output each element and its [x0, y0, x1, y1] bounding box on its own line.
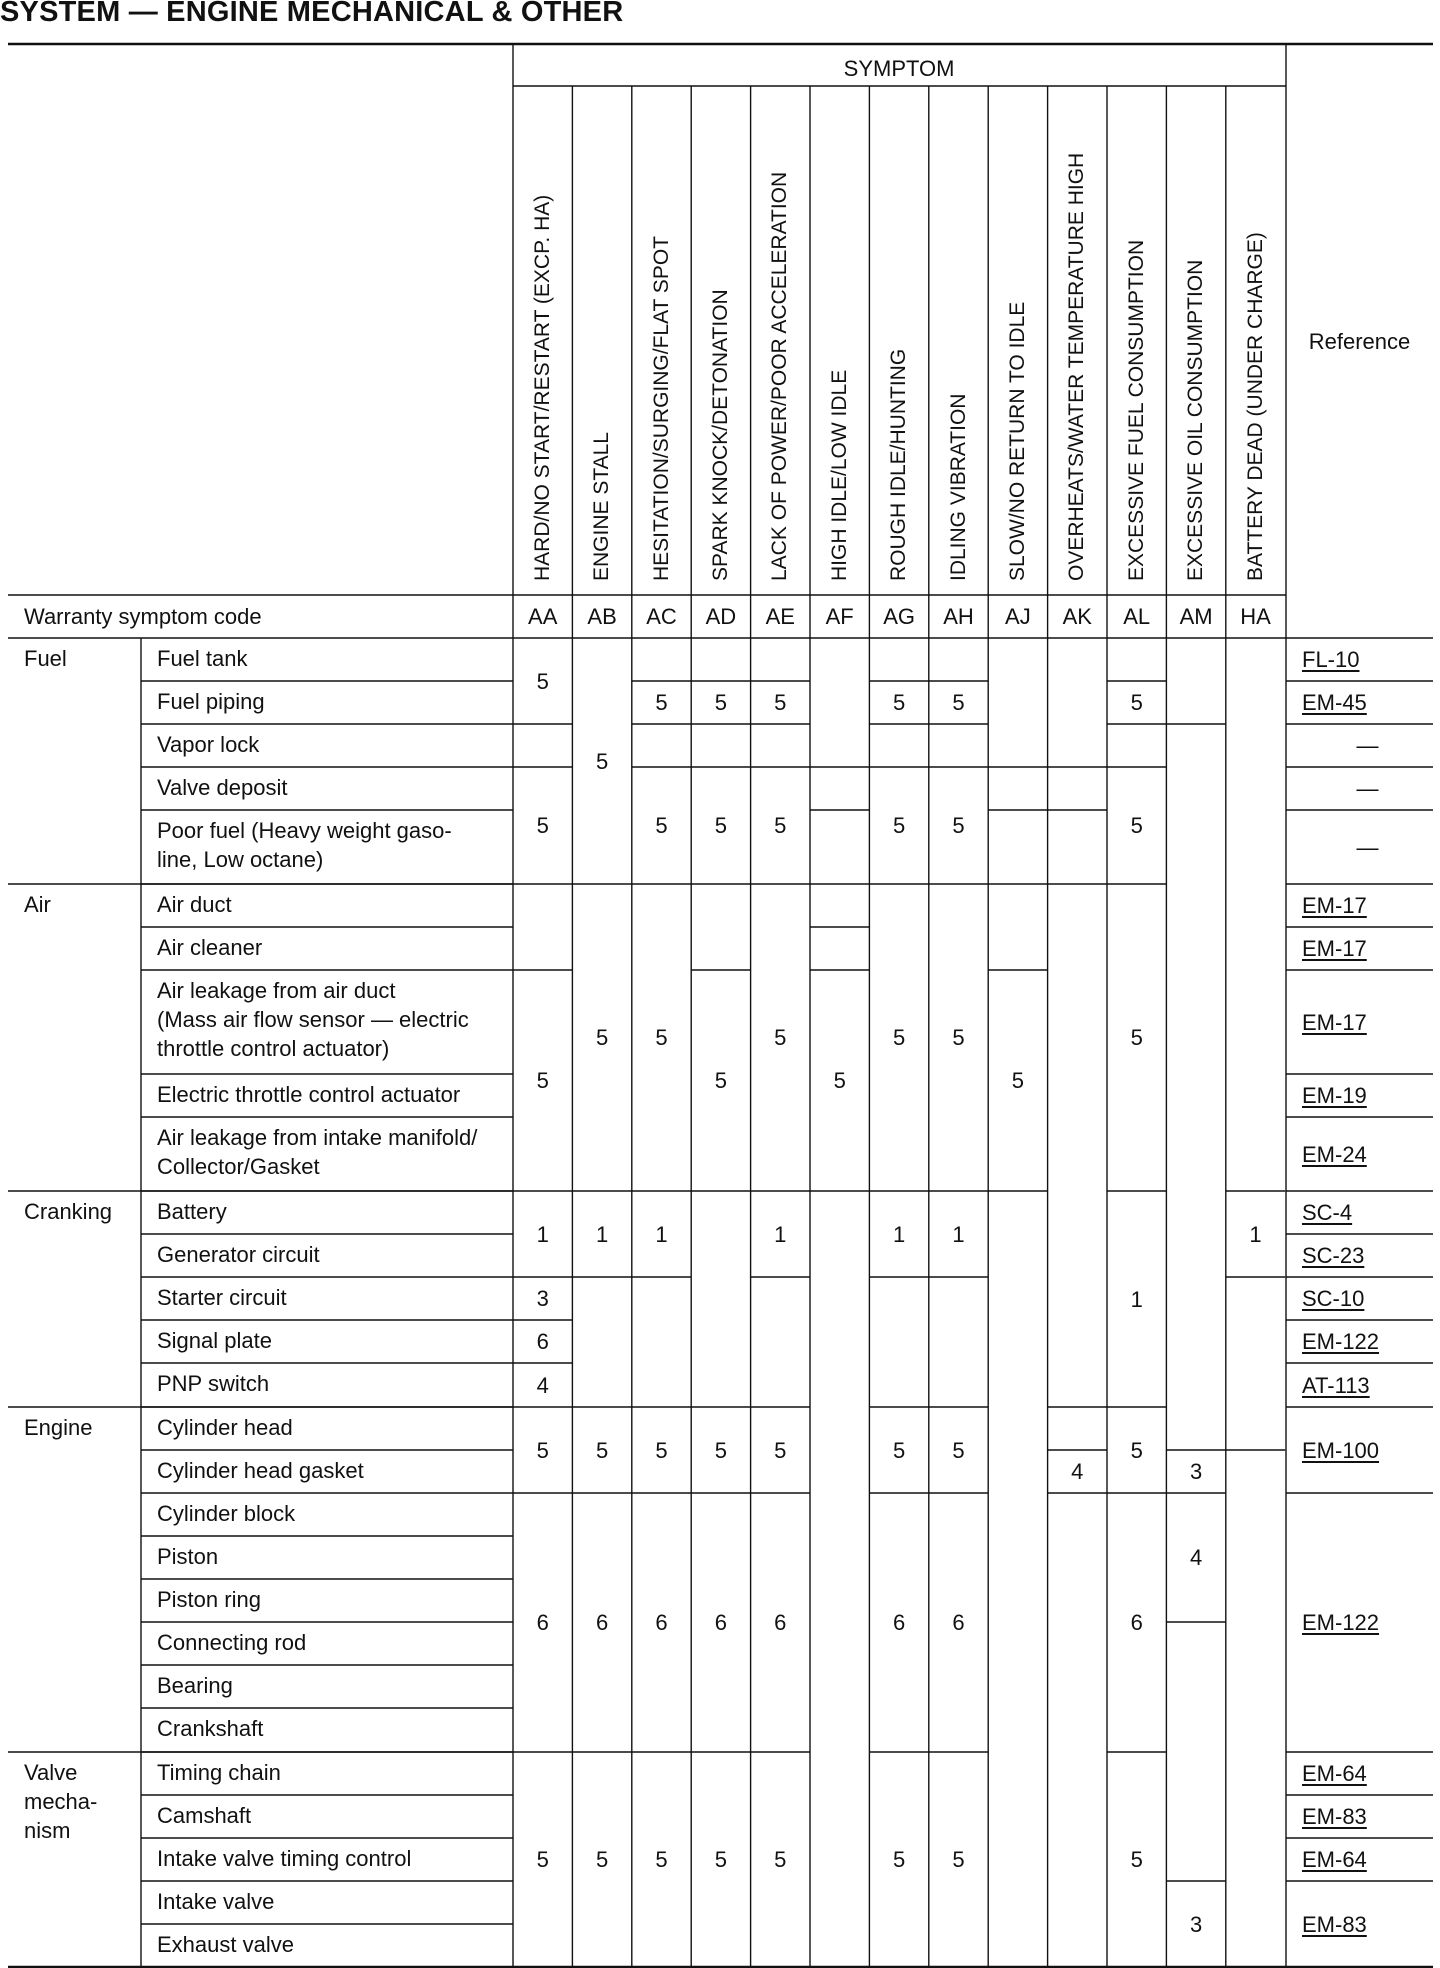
symptom-header: ROUGH IDLE/HUNTING — [887, 348, 911, 581]
component-label: Poor fuel (Heavy weight gaso- line, Low octane) — [157, 818, 452, 872]
reference-link[interactable]: EM-17 — [1302, 936, 1367, 961]
reference-link[interactable]: EM-64 — [1302, 1847, 1367, 1872]
symptom-priority-cell: 5 — [1011, 1068, 1024, 1093]
symptom-priority-cell — [929, 1277, 988, 1407]
symptom-priority-cell: 6 — [536, 1329, 549, 1354]
symptom-priority-cell — [810, 767, 869, 810]
component-label: Vapor lock — [157, 732, 260, 757]
symptom-priority-cell: 1 — [774, 1221, 787, 1247]
component-label: Piston — [157, 1544, 219, 1569]
reference-link[interactable]: EM-17 — [1302, 893, 1367, 918]
symptom-priority-cell — [929, 724, 988, 767]
symptom-priority-cell — [810, 884, 869, 927]
symptom-priority-cell: 6 — [536, 1610, 549, 1635]
symptom-priority-cell — [1048, 1493, 1107, 1967]
warranty-code: AD — [705, 604, 737, 629]
symptom-priority-cell: 6 — [655, 1610, 668, 1635]
symptom-priority-cell: 4 — [1071, 1459, 1084, 1484]
component-label: Signal plate — [157, 1328, 272, 1353]
reference-link[interactable]: FL-10 — [1302, 647, 1360, 672]
symptom-priority-cell — [691, 884, 750, 970]
symptom-priority-cell — [1226, 1277, 1285, 1450]
symptom-priority-cell — [869, 638, 928, 681]
component-label: Air leakage from intake manifold/ Collector/Gasket — [157, 1125, 478, 1179]
component-label: Valve deposit — [157, 775, 288, 800]
symptom-priority-cell: 1 — [655, 1221, 668, 1247]
symptom-priority-cell — [988, 767, 1047, 810]
symptom-priority-cell — [810, 638, 869, 767]
symptom-priority-cell — [751, 724, 810, 767]
system-label: Air — [24, 892, 51, 917]
component-label: Intake valve timing control — [157, 1846, 412, 1871]
reference-link[interactable]: SC-10 — [1302, 1286, 1365, 1311]
symptom-header: SPARK KNOCK/DETONATION — [708, 289, 732, 581]
component-label: Generator circuit — [157, 1242, 320, 1267]
warranty-code: AB — [587, 604, 617, 629]
symptom-priority-cell — [513, 884, 572, 970]
component-label: Fuel piping — [157, 689, 265, 714]
component-label: Cylinder head gasket — [157, 1458, 364, 1483]
symptom-priority-cell: 6 — [595, 1610, 609, 1635]
symptom-priority-cell: 4 — [536, 1372, 549, 1398]
component-label: Bearing — [157, 1673, 233, 1698]
symptom-priority-cell: 5 — [1130, 1025, 1143, 1050]
symptom-priority-cell — [929, 638, 988, 681]
symptom-priority-cell: 5 — [595, 1847, 609, 1872]
symptom-priority-cell: 3 — [1189, 1459, 1203, 1484]
symptom-priority-cell: 5 — [833, 1068, 846, 1093]
symptom-header: LACK OF POWER/POOR ACCELERATION — [768, 171, 792, 581]
system-label: Cranking — [24, 1199, 113, 1224]
warranty-code: AA — [528, 604, 558, 629]
symptom-priority-cell — [1166, 638, 1225, 724]
symptom-priority-cell: 5 — [536, 1847, 549, 1872]
symptom-priority-cell: 5 — [714, 690, 727, 715]
component-label: Piston ring — [157, 1587, 261, 1612]
symptom-priority-cell: 5 — [655, 690, 668, 715]
reference-link[interactable]: SC-4 — [1302, 1200, 1353, 1225]
reference-link[interactable]: EM-24 — [1302, 1141, 1367, 1167]
symptom-priority-cell: 1 — [536, 1221, 549, 1247]
symptom-priority-cell — [1048, 810, 1107, 884]
component-label: Connecting rod — [157, 1630, 307, 1655]
symptom-priority-cell: 6 — [774, 1610, 787, 1635]
symptom-priority-cell: 6 — [892, 1610, 906, 1635]
symptom-header: EXCESSIVE OIL CONSUMPTION — [1184, 259, 1208, 581]
warranty-code: AH — [943, 604, 974, 629]
reference-link[interactable]: SC-23 — [1302, 1243, 1365, 1268]
symptom-priority-cell — [1166, 724, 1225, 1450]
symptom-priority-cell — [1226, 638, 1285, 1191]
reference-none: — — [1356, 776, 1379, 801]
system-label: Engine — [24, 1415, 93, 1440]
symptom-priority-cell: 5 — [655, 1025, 668, 1050]
reference-link[interactable]: AT-113 — [1302, 1372, 1370, 1398]
reference-none: — — [1356, 834, 1379, 860]
symptom-priority-cell: 5 — [1130, 1437, 1143, 1463]
symptom-priority-cell: 5 — [774, 1437, 787, 1463]
system-label: Fuel — [24, 646, 67, 671]
reference-header: Reference — [1308, 328, 1411, 354]
symptom-priority-cell: 5 — [952, 1847, 965, 1872]
reference-link[interactable]: EM-64 — [1302, 1761, 1367, 1786]
reference-link[interactable]: EM-17 — [1302, 1009, 1367, 1035]
warranty-code: AM — [1179, 604, 1213, 629]
warranty-code: AJ — [1005, 604, 1031, 629]
symptom-priority-cell: 5 — [595, 1025, 609, 1050]
component-label: Cylinder head — [157, 1415, 293, 1440]
symptom-priority-cell: 5 — [1130, 690, 1143, 715]
component-label: Camshaft — [157, 1803, 252, 1828]
reference-link[interactable]: EM-19 — [1302, 1083, 1367, 1108]
symptom-header: HESITATION/SURGING/FLAT SPOT — [649, 236, 673, 581]
symptom-priority-cell — [988, 884, 1047, 970]
symptom-priority-cell: 5 — [952, 690, 965, 715]
page-title: SYSTEM — ENGINE MECHANICAL & OTHER — [0, 0, 624, 28]
symptom-priority-cell — [1048, 1407, 1107, 1450]
symptom-priority-cell — [572, 1277, 631, 1407]
symptom-priority-cell — [632, 638, 691, 681]
warranty-code: AC — [646, 604, 677, 629]
symptom-priority-cell: 3 — [536, 1286, 549, 1311]
symptom-priority-cell: 5 — [774, 813, 787, 838]
component-label: Starter circuit — [157, 1285, 287, 1310]
symptom-priority-cell: 5 — [536, 1437, 549, 1463]
symptom-priority-cell — [513, 724, 572, 767]
symptom-priority-cell: 3 — [1189, 1911, 1203, 1937]
symptom-priority-cell — [1107, 638, 1166, 681]
symptom-priority-cell — [810, 810, 869, 884]
symptom-priority-cell — [1048, 884, 1107, 1407]
symptom-priority-cell: 5 — [714, 1068, 727, 1093]
symptom-priority-cell: 5 — [1130, 813, 1143, 838]
symptom-priority-cell — [988, 810, 1047, 884]
symptom-priority-cell — [810, 927, 869, 970]
warranty-code: AL — [1123, 604, 1151, 629]
component-label: Timing chain — [157, 1760, 281, 1785]
symptom-priority-cell: 5 — [595, 1437, 609, 1463]
symptom-priority-cell — [691, 1191, 750, 1407]
system-label: Valve mecha- nism — [24, 1760, 98, 1843]
symptom-priority-cell: 5 — [536, 668, 549, 694]
symptom-priority-cell: 5 — [774, 690, 787, 715]
symptom-priority-cell — [1226, 1450, 1285, 1967]
symptom-priority-cell — [869, 724, 928, 767]
component-label: Fuel tank — [157, 646, 248, 671]
symptom-priority-cell: 5 — [892, 1437, 906, 1463]
symptom-priority-cell: 5 — [952, 1025, 965, 1050]
symptom-priority-cell — [1107, 724, 1166, 767]
symptom-priority-cell: 5 — [714, 813, 727, 838]
symptom-priority-cell: 5 — [714, 1847, 727, 1872]
symptom-priority-cell: 5 — [774, 1847, 787, 1872]
symptom-header: IDLING VIBRATION — [946, 393, 970, 581]
symptom-priority-cell: 1 — [595, 1221, 609, 1247]
symptom-priority-cell: 5 — [595, 748, 609, 774]
symptom-priority-cell — [691, 638, 750, 681]
symptom-priority-cell — [1048, 767, 1107, 810]
component-label: Air duct — [157, 892, 232, 917]
symptom-priority-cell — [632, 724, 691, 767]
reference-link[interactable]: EM-83 — [1302, 1911, 1367, 1937]
warranty-code: AG — [883, 604, 915, 629]
symptom-priority-cell: 5 — [952, 1437, 965, 1463]
symptom-header: HARD/NO START/RESTART (EXCP. HA) — [530, 194, 554, 581]
symptom-priority-cell: 5 — [892, 690, 906, 715]
symptom-priority-cell — [1048, 638, 1107, 767]
warranty-code: AF — [825, 604, 854, 629]
component-label: Air leakage from air duct (Mass air flow sensor — electric throttle control actuator) — [157, 978, 469, 1061]
symptom-priority-cell: 5 — [536, 1068, 549, 1093]
symptom-priority-cell: 1 — [1130, 1286, 1143, 1312]
warranty-code: AK — [1062, 604, 1092, 629]
symptom-priority-cell — [988, 638, 1047, 767]
symptom-priority-cell — [751, 1277, 810, 1407]
symptom-group-label: SYMPTOM — [843, 55, 955, 81]
symptom-priority-cell: 5 — [655, 813, 668, 838]
warranty-code-label: Warranty symptom code — [24, 604, 262, 629]
reference-link[interactable]: EM-122 — [1302, 1610, 1380, 1635]
component-label: Battery — [157, 1199, 227, 1224]
symptom-priority-cell: 6 — [714, 1610, 727, 1635]
symptom-priority-cell: 1 — [952, 1221, 965, 1247]
symptom-priority-cell: 5 — [714, 1437, 727, 1463]
symptom-header: EXCESSIVE FUEL CONSUMPTION — [1124, 239, 1148, 581]
symptom-priority-cell — [1166, 1622, 1225, 1881]
component-label: Air cleaner — [157, 935, 263, 960]
symptom-header: SLOW/NO RETURN TO IDLE — [1005, 301, 1029, 581]
symptom-priority-cell — [691, 724, 750, 767]
component-label: Crankshaft — [157, 1716, 264, 1741]
symptom-priority-cell — [810, 1191, 869, 1967]
symptom-header: OVERHEATS/WATER TEMPERATURE HIGH — [1065, 152, 1089, 581]
warranty-code: HA — [1240, 604, 1271, 629]
reference-none: — — [1356, 733, 1379, 758]
symptom-priority-cell — [988, 1191, 1047, 1967]
symptom-priority-cell: 5 — [1130, 1847, 1143, 1872]
symptom-priority-cell: 4 — [1189, 1545, 1203, 1570]
component-label: Electric throttle control actuator — [157, 1082, 461, 1107]
symptom-header: ENGINE STALL — [590, 432, 614, 581]
symptom-priority-cell: 5 — [536, 813, 549, 838]
symptom-priority-cell: 5 — [655, 1847, 668, 1872]
symptom-priority-cell: 5 — [655, 1437, 668, 1463]
symptom-priority-cell: 1 — [1249, 1221, 1262, 1247]
symptom-priority-cell: 5 — [892, 813, 906, 838]
reference-link[interactable]: EM-100 — [1302, 1437, 1380, 1463]
reference-link[interactable]: EM-83 — [1302, 1804, 1367, 1829]
symptom-priority-cell: 5 — [892, 1847, 906, 1872]
symptom-header: HIGH IDLE/LOW IDLE — [827, 369, 851, 581]
symptom-priority-cell: 5 — [774, 1025, 787, 1050]
symptom-priority-cell — [869, 1277, 928, 1407]
symptom-priority-cell: 6 — [1130, 1610, 1143, 1635]
symptom-priority-cell: 5 — [952, 813, 965, 838]
symptom-priority-cell: 6 — [952, 1610, 965, 1635]
symptom-priority-cell: 1 — [892, 1221, 906, 1247]
symptom-priority-cell — [632, 1277, 691, 1407]
symptom-header: BATTERY DEAD (UNDER CHARGE) — [1243, 232, 1267, 581]
component-label: Intake valve — [157, 1889, 275, 1914]
symptom-priority-cell — [751, 638, 810, 681]
component-label: Exhaust valve — [157, 1932, 294, 1957]
reference-link[interactable]: EM-45 — [1302, 690, 1367, 715]
reference-link[interactable]: EM-122 — [1302, 1329, 1380, 1354]
component-label: PNP switch — [157, 1371, 270, 1396]
symptom-priority-cell: 5 — [892, 1025, 906, 1050]
component-label: Cylinder block — [157, 1501, 296, 1526]
warranty-code: AE — [765, 604, 795, 629]
